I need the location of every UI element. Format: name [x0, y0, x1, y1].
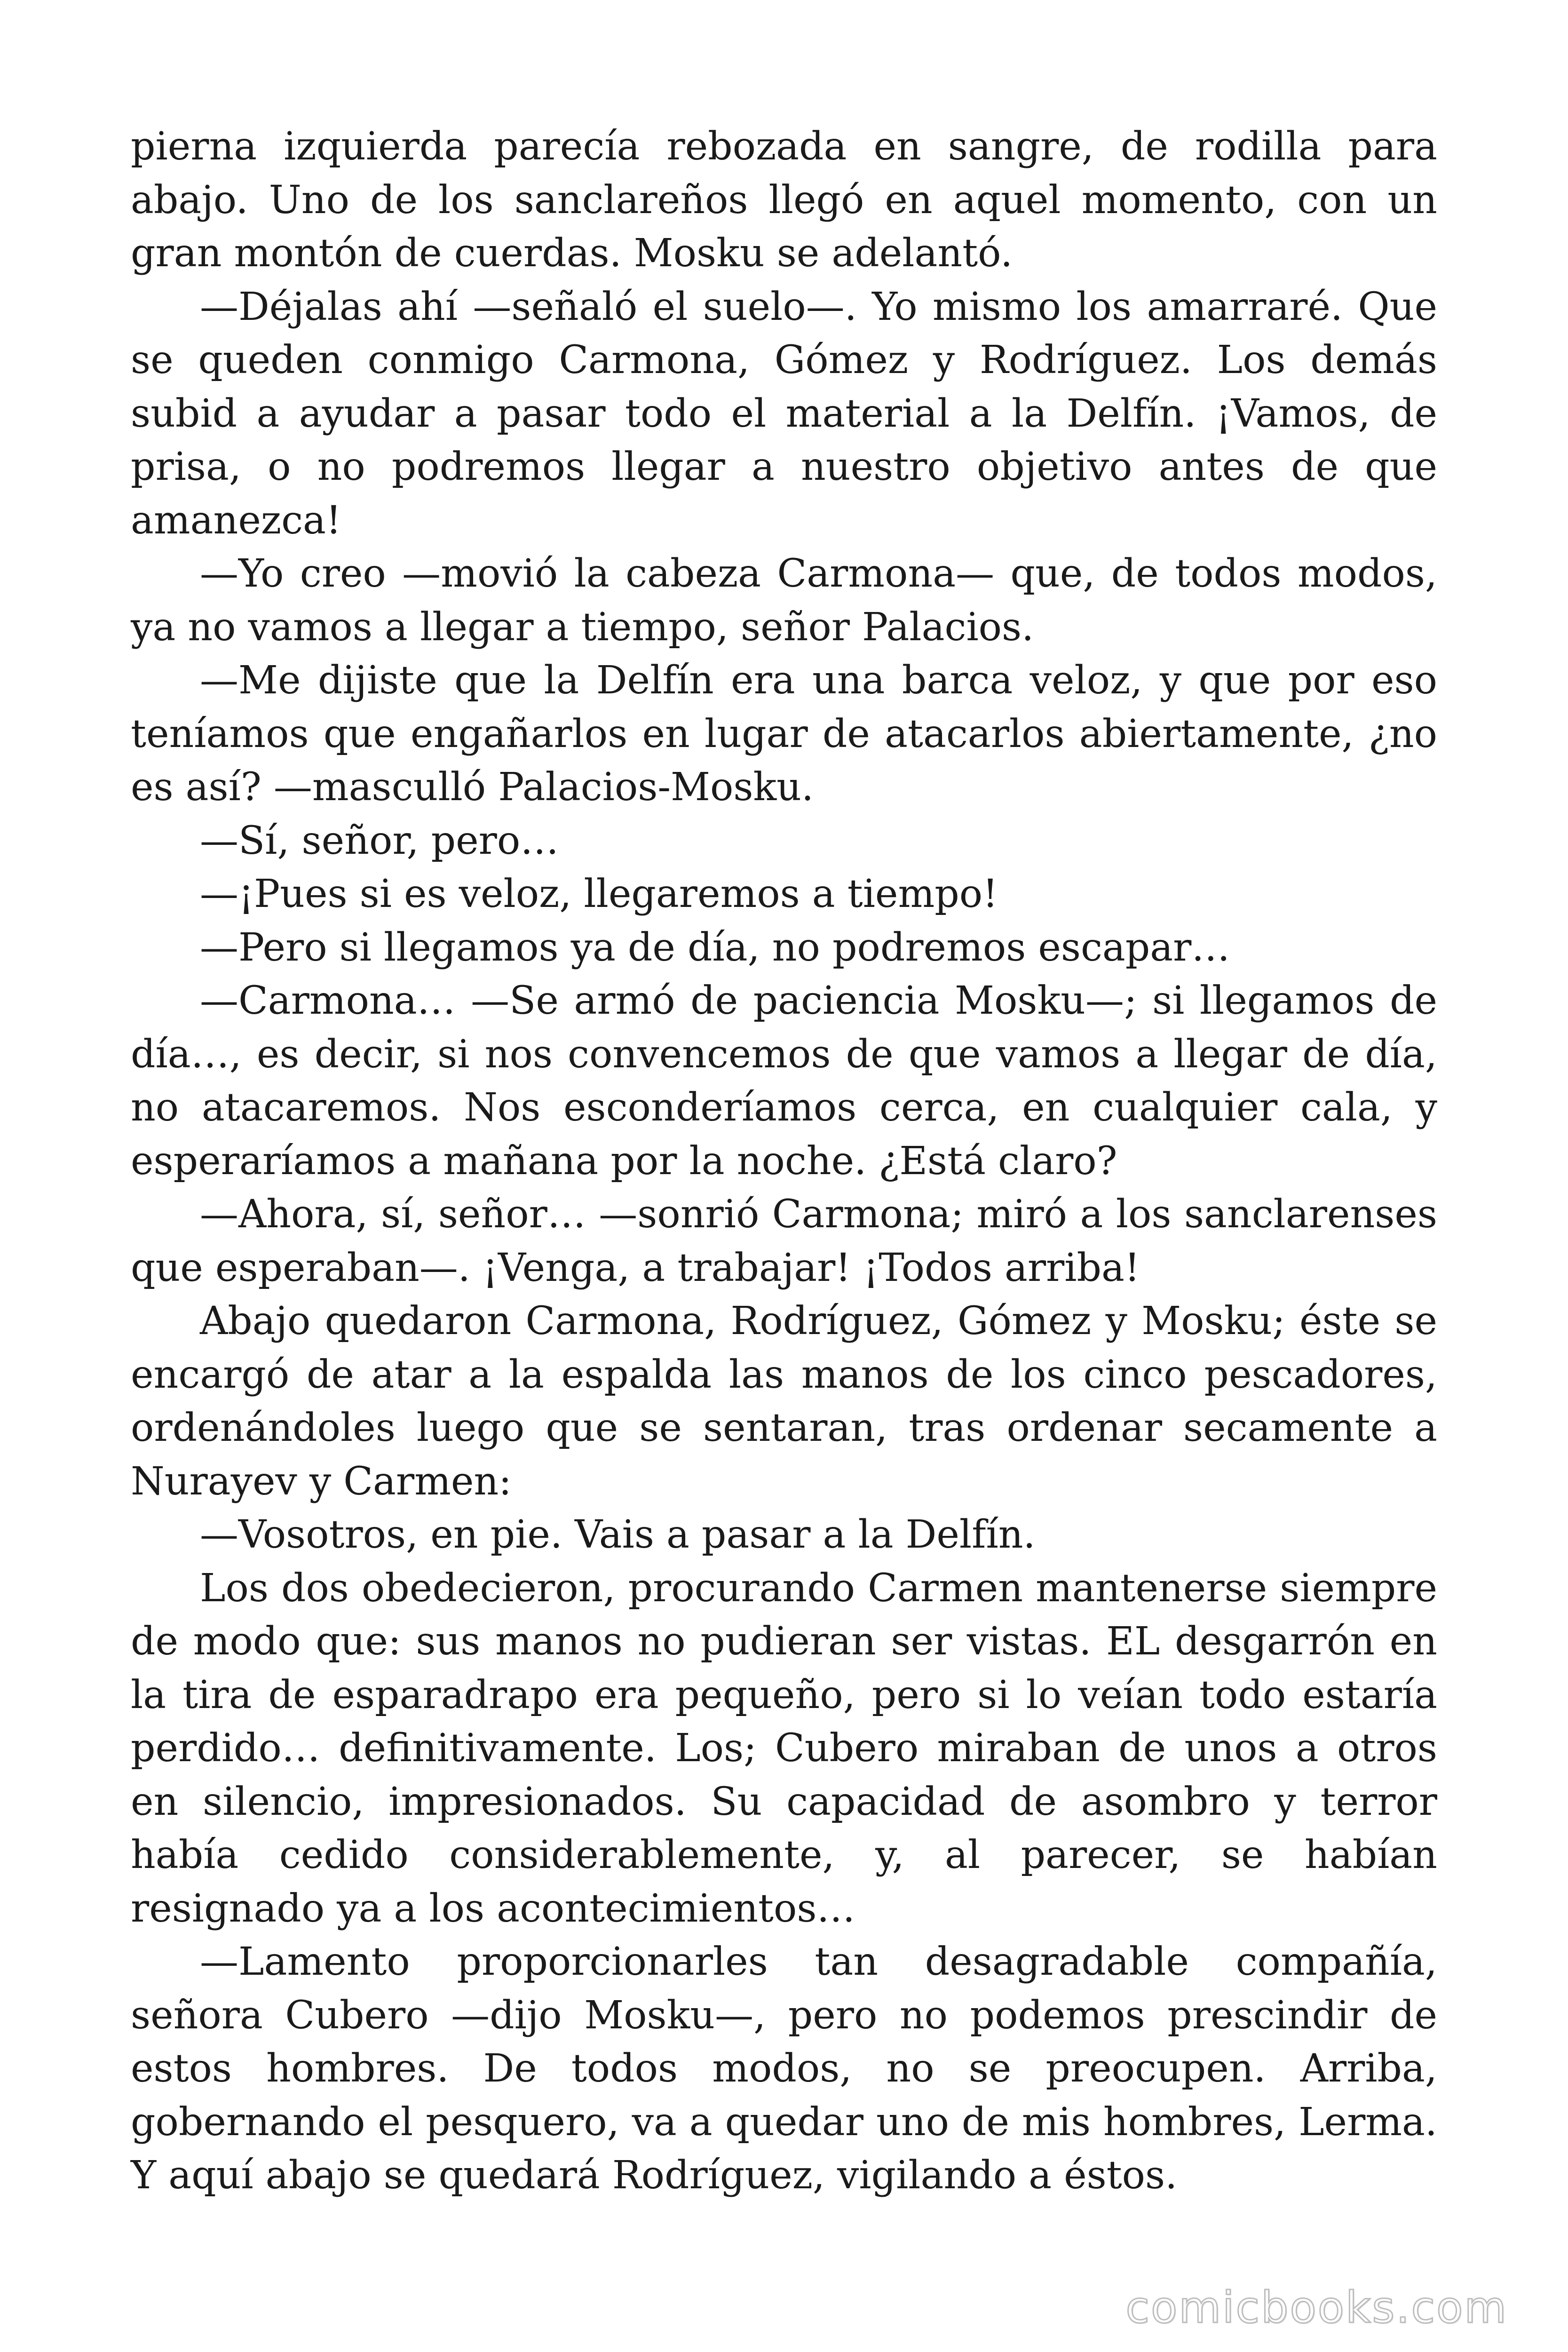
body-text	[131, 120, 1437, 2202]
paragraph-12: Los dos obedecieron, procurando Carmen mantenerse siempre de modo que: sus manos no pudieran ser vistas. EL desgarrón en la tira de esparadrapo era pequeño, pero si lo veían todo estaría perdido… definitivamente. Los; Cubero miraban de unos a otros en silencio, impresionados. Su capacidad de asombro y terror había cedido considerablemente, y, al parecer, se habían resignado ya a los acontecimientos…	[131, 1565, 1437, 1931]
paragraph-5: —Sí, señor, pero…	[200, 818, 559, 863]
paragraph-10: Abajo quedaron Carmona, Rodríguez, Gómez y Mosku; éste se encargó de atar a la espalda las manos de los cinco pescadores, ordenándoles luego que se sentaran, tras ordenar secamente a Nurayev y Carmen:	[131, 1299, 1437, 1504]
paragraph-11: —Vosotros, en pie. Vais a pasar a la Delfín.	[200, 1512, 1036, 1557]
paragraph-4: —Me dijiste que la Delfín era una barca veloz, y que por eso teníamos que engañarlos en lugar de atacarlos abiertamente, ¿no es así? —masculló Palacios-Mosku.	[131, 658, 1437, 810]
paragraph-8: —Carmona… —Se armó de paciencia Mosku—; si llegamos de día…, es decir, si nos convencemos de que vamos a llegar de día, no atacaremos. Nos esconderíamos cerca, en cualquier cala, y esperaríamos a mañana por la noche. ¿Está claro?	[131, 978, 1437, 1184]
paragraph-1: pierna izquierda parecía rebozada en sangre, de rodilla para abajo. Uno de los sanclareños llegó en aquel momento, con un gran montón de cuerdas. Mosku se adelantó.	[131, 124, 1437, 276]
paragraph-2: —Déjalas ahí —señaló el suelo—. Yo mismo los amarraré. Que se queden conmigo Carmona, Gómez y Rodríguez. Los demás subid a ayudar a pasar todo el material a la Delfín. ¡Vamos, de prisa, o no podremos llegar a nuestro objetivo antes de que amanezca!	[131, 284, 1437, 543]
paragraph-6: —¡Pues si es veloz, llegaremos a tiempo!	[200, 872, 998, 916]
paragraph-7: —Pero si llegamos ya de día, no podremos escapar…	[200, 925, 1230, 970]
paragraph-9: —Ahora, sí, señor… —sonrió Carmona; miró a los sanclarenses que esperaban—. ¡Venga, a trabajar! ¡Todos arriba!	[131, 1192, 1437, 1290]
paragraph-3: —Yo creo —movió la cabeza Carmona— que, de todos modos, ya no vamos a llegar a tiempo, señor Palacios.	[131, 551, 1437, 650]
watermark-logo: comicbooks.com	[1125, 2282, 1508, 2333]
paragraph-13: —Lamento proporcionarles tan desagradable compañía, señora Cubero —dijo Mosku—, pero no podemos prescindir de estos hombres. De todos modos, no se preocupen. Arriba, gobernando el pesquero, va a quedar uno de mis hombres, Lerma. Y aquí abajo se quedará Rodríguez, vigilando a éstos.	[131, 1939, 1437, 2198]
